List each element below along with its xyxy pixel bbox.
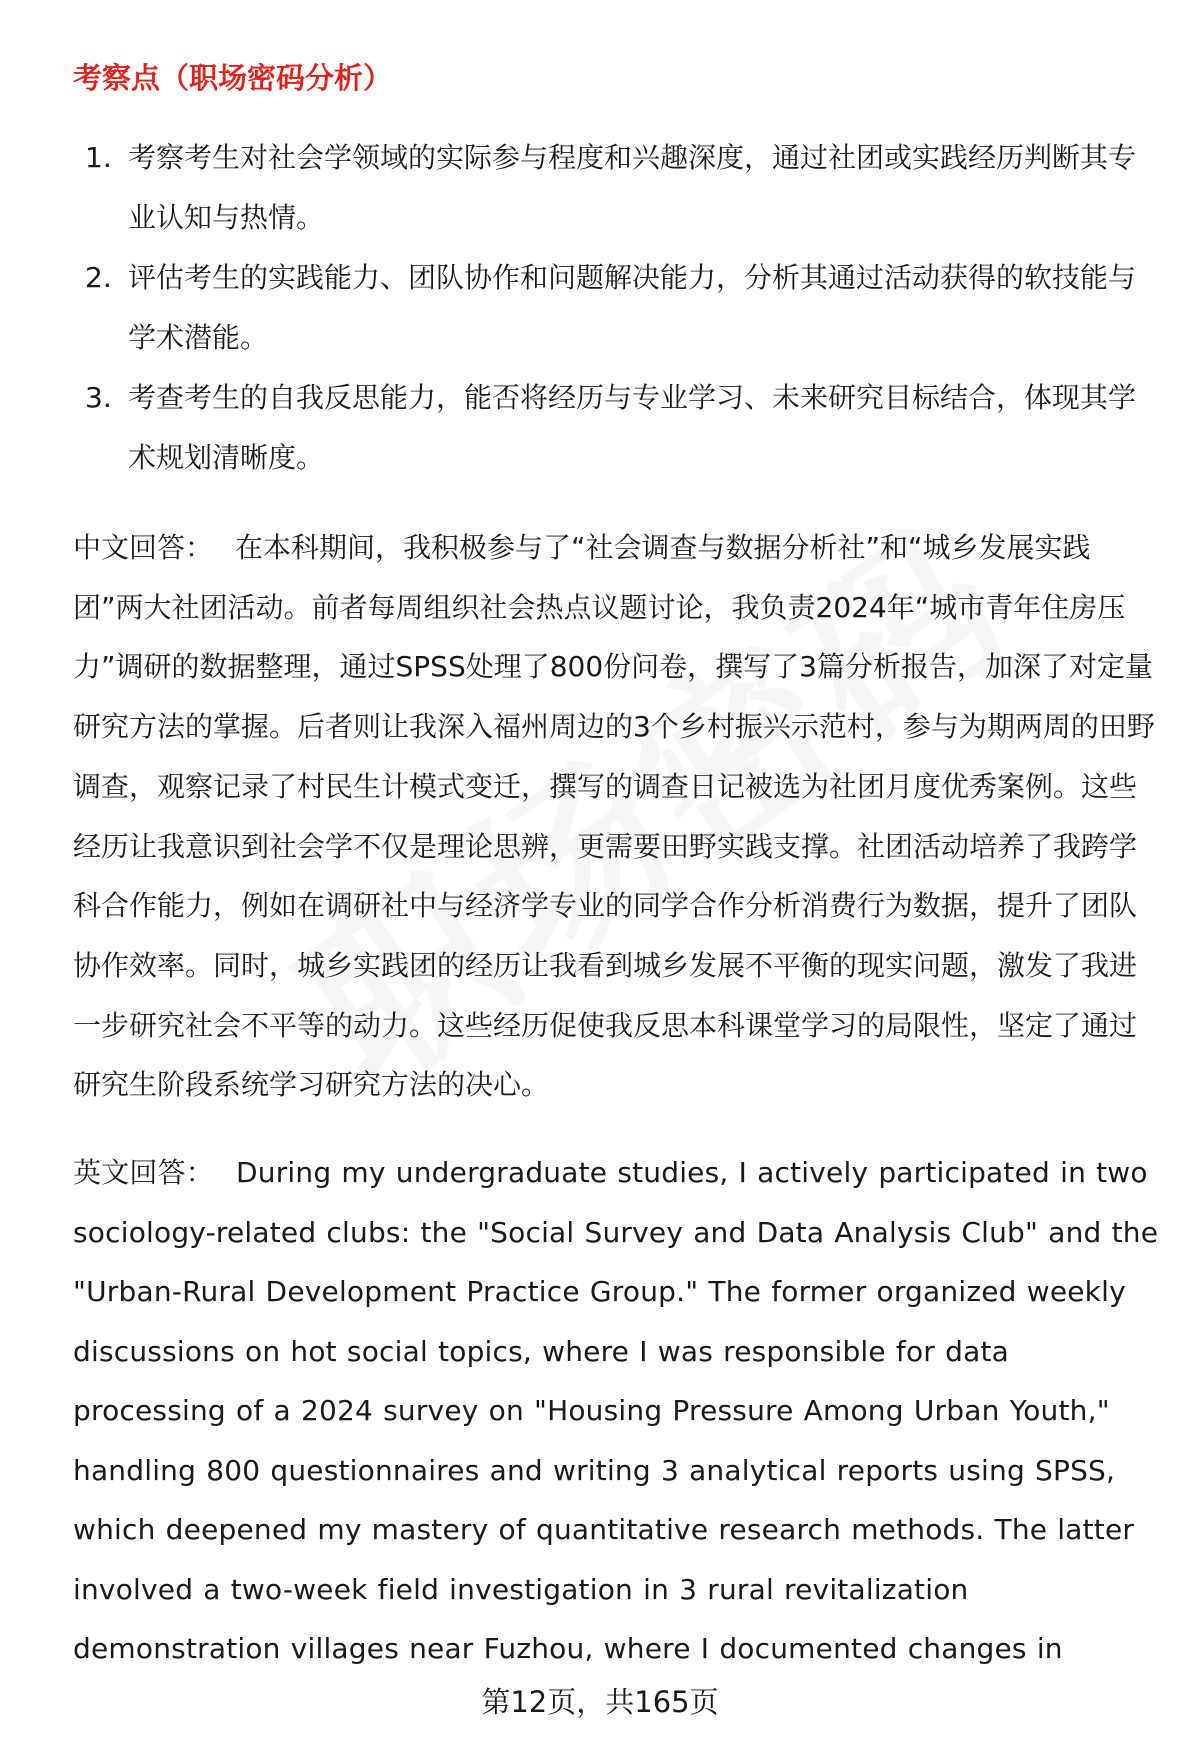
chinese-answer-paragraph [73,518,1160,1115]
chinese-answer-label: 中文回答： [73,531,214,564]
page-number-footer: 第12页，共165页 [481,1685,719,1719]
assessment-points-list [73,128,1160,488]
point-number: 2. [85,261,112,294]
assessment-point [73,128,1160,248]
chinese-answer-text: 在本科期间，我积极参与了“社会调查与数据分析社”和“城乡发展实践团”两大社团活动。前者每周组织社会热点议题讨论，我负责2024年“城市青年住房压力”调研的数据整理，通过SPSS处理了800份问卷，撰写了3篇分析报告，加深了对定量研究方法的掌握。后者则让我深入福州周边的3个乡村振兴示范村，参与为期两周的田野调查，观察记录了村民生计模式变迁，撰写的调查日记被选为社团月度优秀案例。这些经历让我意识到社会学不仅是理论思辨，更需要田野实践支撑。社团活动培养了我跨学科合作能力，例如在调研社中与经济学专业的同学合作分析消费行为数据，提升了团队协作效率。同时，城乡实践团的经历让我看到城乡发展不平衡的现实问题，激发了我进一步研究社会不平等的动力。这些经历促使我反思本科课堂学习的局限性，坚定了通过研究生阶段系统学习研究方法的决心。 [73,531,1155,1102]
english-answer-text: During my undergraduate studies, I actively participated in two sociology-related clubs: the "Social Survey and Data Analysis Club" and the "Urban-Rural Development Practice Group." The former organized weekly discussions on hot social topics, where I was responsible for data processing of a 2024 survey on "Housing Pressure Among Urban Youth," handling 800 questionnaires and writing 3 analytical reports using SPSS, which deepened my mastery of quantitative research methods. The latter involved a two-week field investigation in 3 rural revitalization demonstration villages near Fuzhou, where I documented changes in [73,1156,1159,1665]
section-heading: 考察点（职场密码分析） [73,61,393,95]
point-text: 考察考生对社会学领域的实际参与程度和兴趣深度，通过社团或实践经历判断其专业认知与热情。 [128,141,1137,234]
point-text: 评估考生的实践能力、团队协作和问题解决能力，分析其通过活动获得的软技能与学术潜能。 [128,261,1137,354]
document-page [73,0,1160,1755]
point-text: 考查考生的自我反思能力，能否将经历与专业学习、未来研究目标结合，体现其学术规划清晰度。 [128,381,1137,474]
english-answer-paragraph [73,1143,1160,1679]
assessment-point [73,368,1160,488]
english-answer-label: 英文回答： [73,1156,215,1189]
point-number: 1. [85,141,112,174]
point-number: 3. [85,381,112,414]
assessment-point [73,248,1160,368]
